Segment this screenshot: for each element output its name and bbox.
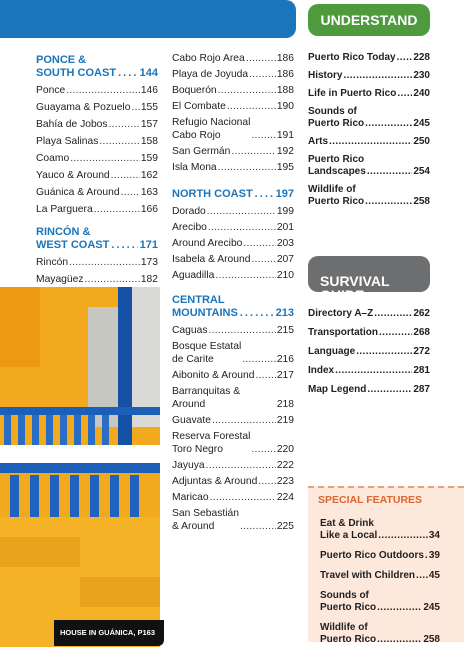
- special-features-box: [308, 486, 464, 645]
- toc-entry[interactable]: [172, 269, 294, 282]
- toc-entry[interactable]: [172, 340, 294, 366]
- dot-leader: [208, 221, 276, 234]
- toc-entry[interactable]: [308, 52, 430, 64]
- entry-page: 173: [140, 257, 158, 268]
- entry-label: Dorado: [172, 206, 206, 217]
- toc-entry[interactable]: [172, 52, 294, 65]
- section-title: RINCÓN & WEST COAST: [36, 226, 110, 251]
- survival-header: [308, 256, 430, 303]
- entry-label: Ponce: [36, 85, 66, 96]
- entry-page: 287: [413, 384, 430, 395]
- toc-entry[interactable]: [172, 205, 294, 218]
- entry-label: Cabo Rojo Area: [172, 53, 245, 64]
- entry-label: Eat & Drink Like a Local: [320, 518, 378, 541]
- dot-leader: [209, 324, 276, 337]
- toc-entry[interactable]: [172, 161, 294, 174]
- entry-label: Wildlife of Puerto Rico: [308, 184, 365, 207]
- toc-entry[interactable]: [36, 101, 158, 114]
- toc-entry[interactable]: [320, 570, 440, 582]
- entry-page: 201: [276, 222, 294, 233]
- section-title: CENTRAL MOUNTAINS: [172, 294, 238, 319]
- entry-page: 254: [413, 166, 430, 177]
- toc-entry[interactable]: [172, 68, 294, 81]
- toc-entry[interactable]: [36, 203, 158, 216]
- dot-leader: [210, 491, 276, 504]
- toc-entry[interactable]: [172, 430, 294, 456]
- entry-page: 225: [276, 521, 294, 532]
- dot-leader: [416, 570, 428, 582]
- entry-page: 186: [276, 69, 294, 80]
- dot-leader: [240, 520, 276, 533]
- toc-entry[interactable]: [172, 459, 294, 472]
- entry-label: Guánica & Around: [36, 187, 120, 198]
- toc-entry[interactable]: [172, 507, 294, 533]
- toc-entry[interactable]: [308, 365, 430, 377]
- toc-entry[interactable]: [172, 145, 294, 158]
- toc-entry[interactable]: [308, 88, 430, 100]
- entry-label: Puerto Rico Outdoors: [320, 550, 424, 561]
- entry-label: Sounds of Puerto Rico: [320, 590, 377, 613]
- toc-entry[interactable]: [36, 118, 158, 131]
- dot-leader: [343, 70, 412, 82]
- entry-label: Playa de Joyuda: [172, 69, 249, 80]
- section-page: 144: [139, 67, 158, 79]
- dot-leader: [99, 135, 139, 148]
- toc-entry[interactable]: [172, 491, 294, 504]
- entry-page: 281: [413, 365, 430, 376]
- section-title: NORTH COAST: [172, 188, 253, 200]
- entry-label: Isabela & Around: [172, 254, 251, 265]
- entry-label: Directory A–Z: [308, 308, 374, 319]
- entry-page: 192: [276, 146, 294, 157]
- dot-leader: [251, 443, 275, 456]
- entry-label: Jayuya: [172, 460, 205, 471]
- entry-page: 245: [423, 602, 440, 613]
- entry-page: 195: [276, 162, 294, 173]
- toc-entry[interactable]: [308, 70, 430, 82]
- entry-label: Map Legend: [308, 384, 367, 395]
- entry-label: Travel with Children: [320, 570, 416, 581]
- entry-label: Arecibo: [172, 222, 207, 233]
- entry-label: Playa Salinas: [36, 136, 99, 147]
- entry-label: Life in Puerto Rico: [308, 88, 397, 99]
- toc-entry[interactable]: [308, 184, 430, 208]
- entry-label: Language: [308, 346, 356, 357]
- entry-page: 207: [276, 254, 294, 265]
- entry-page: 258: [413, 196, 430, 207]
- dot-leader: [242, 353, 276, 366]
- entry-page: 39: [428, 550, 440, 561]
- entry-page: 258: [423, 634, 440, 645]
- entry-page: 182: [140, 274, 158, 285]
- entry-page: 218: [276, 399, 294, 410]
- dot-leader: [109, 118, 140, 131]
- entry-page: 157: [140, 119, 158, 130]
- dot-leader: [258, 475, 276, 488]
- toc-entry[interactable]: [308, 384, 430, 396]
- entry-page: 215: [276, 325, 294, 336]
- entry-label: Mayagüez: [36, 274, 84, 285]
- dot-leader: [131, 101, 139, 114]
- toc-entry[interactable]: [172, 221, 294, 234]
- dot-leader: [378, 530, 428, 542]
- dot-leader: [121, 186, 140, 199]
- dot-leader: [212, 414, 276, 427]
- special-features-title: SPECIAL FEATURES: [318, 494, 423, 506]
- toc-entry[interactable]: [172, 369, 294, 382]
- toc-entry[interactable]: [172, 414, 294, 427]
- entry-page: 217: [276, 370, 294, 381]
- section-title: PONCE & SOUTH COAST: [36, 54, 117, 79]
- entry-label: Sounds of Puerto Rico: [308, 106, 365, 129]
- dot-leader: [215, 269, 275, 282]
- dot-leader: [249, 68, 276, 81]
- entry-label: Bosque Estatal de Carite: [172, 341, 242, 365]
- entry-label: Isla Mona: [172, 162, 217, 173]
- section-page: 171: [139, 239, 158, 251]
- entry-label: Adjuntas & Around: [172, 476, 258, 487]
- dot-leader: [246, 52, 276, 65]
- toc-entry[interactable]: [308, 327, 430, 339]
- entry-label: San Germán: [172, 146, 231, 157]
- toc-entry[interactable]: [320, 622, 440, 646]
- entry-page: 146: [140, 85, 158, 96]
- dot-leader: [218, 161, 276, 174]
- entry-label: Refugio Nacional Cabo Rojo: [172, 117, 251, 141]
- entry-page: 262: [413, 308, 430, 319]
- entry-label: Yauco & Around: [36, 170, 110, 181]
- entry-label: Puerto Rico Landscapes: [308, 154, 366, 177]
- entry-label: El Combate: [172, 101, 226, 112]
- entry-page: 188: [276, 85, 294, 96]
- entry-page: 162: [140, 170, 158, 181]
- dot-leader: [335, 365, 412, 377]
- entry-page: 191: [276, 130, 294, 141]
- section-page: 213: [275, 307, 294, 319]
- dot-leader: [243, 237, 275, 250]
- dot-leader: [329, 136, 412, 148]
- entry-label: Barranquitas & Around: [172, 386, 241, 410]
- entry-label: Aguadilla: [172, 270, 215, 281]
- entry-label: Caguas: [172, 325, 208, 336]
- dot-leader: [85, 273, 140, 286]
- entry-page: 158: [140, 136, 158, 147]
- dot-leader: [218, 84, 276, 97]
- dot-leader: [356, 346, 412, 358]
- toc-entry[interactable]: [172, 324, 294, 337]
- toc-entry[interactable]: [172, 116, 294, 142]
- toc-entry[interactable]: [36, 152, 158, 165]
- entry-label: Around Arecibo: [172, 238, 243, 249]
- dot-leader: [111, 169, 140, 182]
- toc-entry[interactable]: [320, 590, 440, 614]
- dot-leader: [70, 152, 140, 165]
- toc-section-ponce[interactable]: [36, 54, 158, 80]
- dot-leader: [94, 203, 140, 216]
- dot-leader: [377, 634, 422, 646]
- entry-label: Puerto Rico Today: [308, 52, 396, 63]
- toc-entry[interactable]: [172, 385, 294, 411]
- understand-header: [308, 4, 430, 36]
- dot-leader: [251, 129, 275, 142]
- dot-leader: [69, 256, 140, 269]
- toc-section-north[interactable]: [172, 188, 294, 201]
- understand-list: [308, 52, 430, 208]
- toc-entry[interactable]: [308, 136, 430, 148]
- dot-leader: [397, 52, 413, 64]
- toc-entry[interactable]: [172, 475, 294, 488]
- entry-label: Reserva Forestal Toro Negro: [172, 431, 251, 455]
- toc-entry[interactable]: [172, 84, 294, 97]
- entry-page: 228: [413, 52, 430, 63]
- section-page: 197: [275, 188, 294, 200]
- toc-entry[interactable]: [36, 84, 158, 97]
- entry-page: 186: [276, 53, 294, 64]
- dot-leader: [374, 308, 412, 320]
- toc-entry[interactable]: [308, 106, 430, 130]
- toc-entry[interactable]: [308, 308, 430, 320]
- special-features-list: [320, 518, 440, 646]
- entry-page: 240: [413, 88, 430, 99]
- entry-page: 220: [276, 444, 294, 455]
- entry-label: Index: [308, 365, 335, 376]
- entry-page: 163: [140, 187, 158, 198]
- entry-label: Wildlife of Puerto Rico: [320, 622, 377, 645]
- toc-section-central[interactable]: [172, 294, 294, 320]
- entry-page: 199: [276, 206, 294, 217]
- entry-page: 222: [276, 460, 294, 471]
- toc-entry[interactable]: [36, 135, 158, 148]
- toc-entry[interactable]: [308, 154, 430, 178]
- dot-leader: [367, 166, 413, 178]
- dot-leader: [206, 459, 276, 472]
- entry-page: 216: [276, 354, 294, 365]
- toc-column-2: [172, 52, 294, 533]
- dot-leader: [365, 196, 412, 208]
- dot-leader: [251, 253, 275, 266]
- dot-leader: [365, 118, 412, 130]
- toc-entry[interactable]: [308, 346, 430, 358]
- entry-page: 219: [276, 415, 294, 426]
- entry-label: History: [308, 70, 343, 81]
- dot-leader: [379, 327, 412, 339]
- toc-entry[interactable]: [36, 256, 158, 269]
- toc-entry[interactable]: [172, 100, 294, 113]
- entry-label: Boquerón: [172, 85, 217, 96]
- photo-caption: HOUSE IN GUÁNICA, P163: [54, 620, 164, 646]
- toc-entry[interactable]: [36, 273, 158, 286]
- dot-leader: [231, 145, 275, 158]
- dot-leader: [425, 550, 428, 562]
- entry-label: Arts: [308, 136, 329, 147]
- entry-page: 34: [428, 530, 440, 541]
- entry-label: Transportation: [308, 327, 379, 338]
- survival-title: SURVIVAL GUIDE: [320, 273, 390, 303]
- dot-leader: [207, 205, 276, 218]
- toc-entry[interactable]: [36, 169, 158, 182]
- entry-label: Aibonito & Around: [172, 370, 255, 381]
- top-blue-bar: [0, 0, 296, 38]
- entry-page: 230: [413, 70, 430, 81]
- toc-entry[interactable]: [36, 186, 158, 199]
- entry-page: 203: [276, 238, 294, 249]
- entry-label: Guayama & Pozuelo: [36, 102, 131, 113]
- entry-page: 224: [276, 492, 294, 503]
- entry-page: 166: [140, 204, 158, 215]
- dot-leader: [227, 100, 276, 113]
- dot-leader: [367, 384, 412, 396]
- entry-label: San Sebastián & Around: [172, 508, 239, 532]
- entry-label: Guavate: [172, 415, 211, 426]
- toc-entry[interactable]: [320, 550, 440, 562]
- entry-page: 155: [140, 102, 158, 113]
- entry-label: Rincón: [36, 257, 69, 268]
- toc-entry[interactable]: [172, 237, 294, 250]
- entry-label: Maricao: [172, 492, 209, 503]
- toc-entry[interactable]: [320, 518, 440, 542]
- entry-label: La Parguera: [36, 204, 93, 215]
- dot-leader: [255, 369, 275, 382]
- house-photo: [0, 287, 160, 647]
- entry-label: Bahía de Jobos: [36, 119, 108, 130]
- entry-page: 45: [428, 570, 440, 581]
- toc-column-1: [36, 54, 158, 286]
- entry-page: 190: [276, 101, 294, 112]
- survival-list: [308, 308, 430, 396]
- entry-page: 250: [413, 136, 430, 147]
- toc-entry[interactable]: [172, 253, 294, 266]
- entry-label: Coamo: [36, 153, 70, 164]
- dot-leader: [397, 88, 412, 100]
- dot-leader: [377, 602, 422, 614]
- entry-page: 272: [413, 346, 430, 357]
- entry-page: 210: [276, 270, 294, 281]
- entry-page: 159: [140, 153, 158, 164]
- understand-title: UNDERSTAND: [320, 12, 418, 28]
- entry-page: 223: [276, 476, 294, 487]
- entry-page: 268: [413, 327, 430, 338]
- toc-section-rincon[interactable]: [36, 226, 158, 252]
- entry-page: 245: [413, 118, 430, 129]
- dot-leader: [66, 84, 140, 97]
